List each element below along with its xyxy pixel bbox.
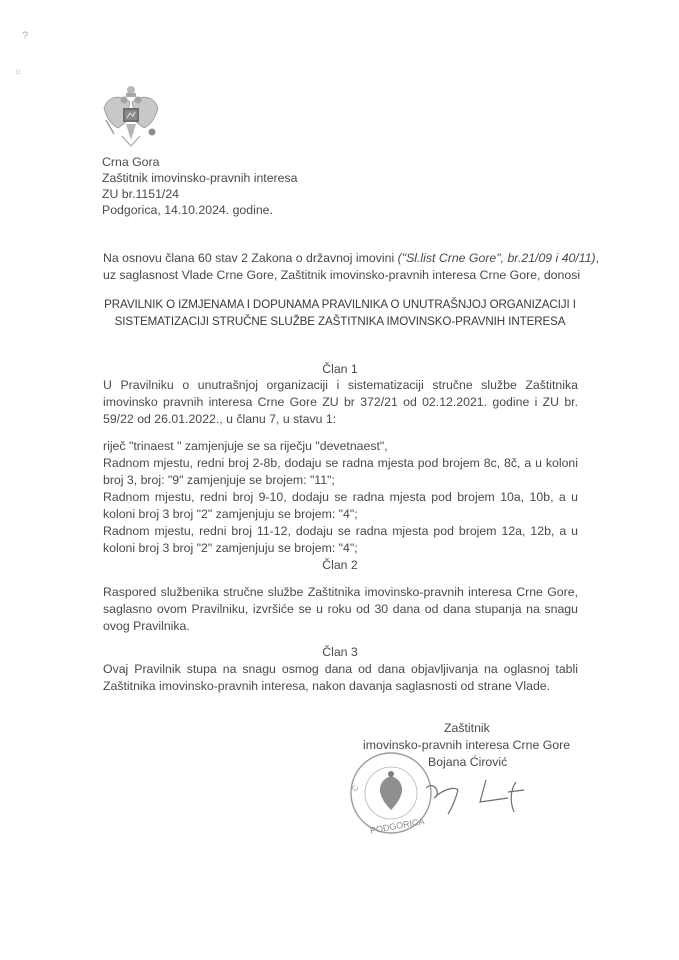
header-institution: Zaštitnik imovinsko-pravnih interesa [102,171,298,185]
article-1-intro: U Pravilniku o unutrašnjoj organizaciji i sistematizaciji stručne službe Zaštitnika imovinsko pravnih interesa Crne Gore ZU br 372/21 od 02.12.2021. godine i ZU br. 59/22 od 26.01.2022., u članu 7, u stavu 1: [103,378,578,426]
document-title-line-2: SISTEMATIZACIJI STRUČNE SLUŽBE ZAŠTITNIKA IMOVINSKO-PRAVNIH INTERESA [114,315,566,328]
signatory-name: Bojana Ćirović [428,755,508,769]
svg-text:C: C [350,783,361,793]
article-3-body: Ovaj Pravilnik stupa na snagu osmog dana od dana objavljivanja na oglasnoj tabli Zaštitnika imovinsko-pravnih interesa, nakon davanja saglasnosti od strane Vlade. [103,662,578,693]
header-reference-number: ZU br.1151/24 [102,187,180,201]
article-2-body: Raspored službenika stručne službe Zaštitnika imovinsko-pravnih interesa Crne Gore, saglasno ovom Pravilniku, izvršiće se u roku od 30 dana od dana stupanja na snagu ovog Pravilnika. [103,585,578,633]
gazette-citation: ("Sl.list Crne Gore", br.21/09 i 40/11) [397,251,596,265]
article-1-item-4: Radnom mjestu, redni broj 11-12, dodaju se radna mjesta pod brojem 12a, 12b, a u koloni broj 3 broj "2" zamjenjuju se brojem: "4"; [103,524,578,555]
document-title-line-1: PRAVILNIK O IZMJENAMA I DOPUNAMA PRAVILNIKA O UNUTRAŠNJOJ ORGANIZACIJI I [104,298,576,311]
preamble-text: Na osnovu člana 60 stav 2 Zakona o državnoj imovini [103,251,398,265]
article-1-item-3: Radnom mjestu, redni broj 9-10, dodaju se radna mjesta pod brojem 10a, 10b, a u koloni broj 3 broj "2" zamjenjuju se brojem: "4"; [103,490,578,521]
preamble-line-2: uz saglasnost Vlade Crne Gore, Zaštitnik imovinsko-pravnih interesa Crne Gore, donosi [103,268,581,282]
header-place-date: Podgorica, 14.10.2024. godine. [102,203,273,217]
article-1-item-1: riječ "trinaest " zamjenjuje se sa riječju "devetnaest", [103,439,388,453]
scan-mark: ? [22,30,29,42]
coat-of-arms-icon [100,82,162,150]
article-2-heading: Član 2 [322,558,358,572]
signature-institution: imovinsko-pravnih interesa Crne Gore [363,738,571,752]
handwritten-signature [420,768,540,818]
svg-text:PODGORICA: PODGORICA [369,816,426,836]
article-3-heading: Član 3 [322,645,358,659]
article-1-item-2: Radnom mjestu, redni broj 2-8b, dodaju se radna mjesta pod brojem 8c, 8č, a u koloni broj 3, broj: "9" zamjenjuje se brojem: "11"; [103,456,578,487]
scan-mark: ☼ [14,66,23,76]
preamble-line-1 [103,250,599,267]
header-country: Crna Gora [102,155,160,169]
preamble-punct: , [595,251,600,265]
signature-title: Zaštitnik [444,721,490,735]
article-1-heading: Član 1 [322,362,358,376]
